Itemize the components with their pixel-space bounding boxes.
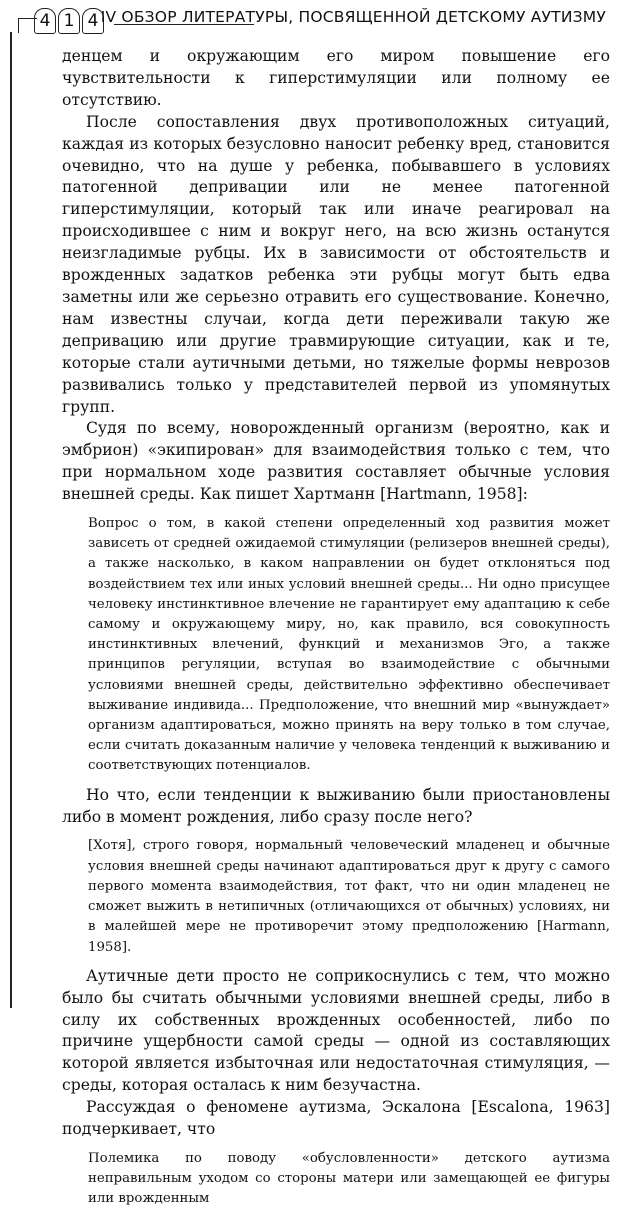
margin-rule	[10, 32, 12, 1008]
paragraph: Судя по всему, новорожденный организм (вероятно, как и эмбрион) «экипирован» для взаимодействия только с тем, что при нормальном ходе развития составляет обычные условия внешней среды. Как пишет Хартманн [Hartmann, 1958]:	[62, 419, 610, 504]
page-number-digit: 1	[58, 8, 80, 34]
page-number	[34, 8, 106, 34]
page-number-digit: 4	[82, 8, 104, 34]
paragraph: После сопоставления двух противоположных ситуаций, каждая из которых безусловно наносит ребенку вред, становится очевидно, что на душе у ребенка, побывавшего в условиях патогенной депривации или не менее патогенной гиперстимуляции, который так или иначе реагировал на происходившее с ним и вокруг него, на всю жизнь останутся неизгладимые рубцы. Их в зависимости от обстоятельств и врожденных задатков ребенка эти рубцы могут быть едва заметны или же серьезно отравить его существование. Конечно, нам известны случаи, когда дети переживали такую же депривацию или другие травмирующие ситуации, как и те, которые стали аутичными детьми, но тяжелые формы неврозов развивались только у представителей первой из упомянутых групп.	[62, 112, 610, 416]
main-text	[62, 46, 610, 1218]
running-title: IV ОБЗОР ЛИТЕРАТУРЫ, ПОСВЯЩЕННОЙ ДЕТСКОМУ АУТИЗМУ	[100, 8, 606, 26]
block-quote: Полемика по поводу «обусловленности» детского аутизма неправильным уходом со стороны матери или замещающей ее фигуры или врожденным	[88, 1150, 610, 1207]
paragraph: денцем и окружающим его миром повышение его чувствительности к гиперстимуляции или полному ее отсутствию.	[62, 47, 610, 109]
paragraph: Аутичные дети просто не соприкоснулись с тем, что можно было бы считать обычными условиями внешней среды, либо в силу их собственных врожденных особенностей, либо по причине ущербности самой среды — одной из составляющих которой является избыточная или недостаточная стимуляция, — среды, которая осталась к ним безучастна.	[62, 966, 610, 1095]
page-header	[14, 6, 612, 38]
paragraph: Но что, если тенденции к выживанию были приостановлены либо в момент рождения, либо сразу после него?	[62, 785, 610, 826]
block-quote: [Хотя], строго говоря, нормальный человеческий младенец и обычные условия внешней среды начинают адаптироваться друг к другу с самого первого момента взаимодействия, тот факт, что ни один младенец не сможет выжить в нетипичных (отличающихся от обычных) условиях, ни в малейшей мере не противоречит этому предположению [Harmann, 1958].	[88, 838, 610, 955]
paragraph: Рассуждая о феномене аутизма, Эскалона [Escalona, 1963] подчеркивает, что	[62, 1098, 610, 1139]
block-quote: Вопрос о том, в какой степени определенный ход развития может зависеть от средней ожидаемой стимуляции (релизеров внешней среды), а также насколько, в каком направлении он будет отклоняться под воздействием тех или иных условий внешней среды... Ни одно присущее человеку инстинктивное влечение не гарантирует ему адаптацию к себе самому и окружающему миру, но, как правило, вся совокупность инстинктивных влечений, функций и механизмов Эго, а также принципов регуляции, вступая во взаимодействие с обычными условиями внешней среды, действительно эффективно обеспечивает выживание индивида... Предположение, что внешний мир «вынуждает» организм адаптироваться, можно принять на веру только в том случае, если считать доказанным наличие у человека тенденций к выживанию и соответствующих потенциалов.	[88, 516, 610, 774]
page-number-digit: 4	[34, 8, 56, 34]
